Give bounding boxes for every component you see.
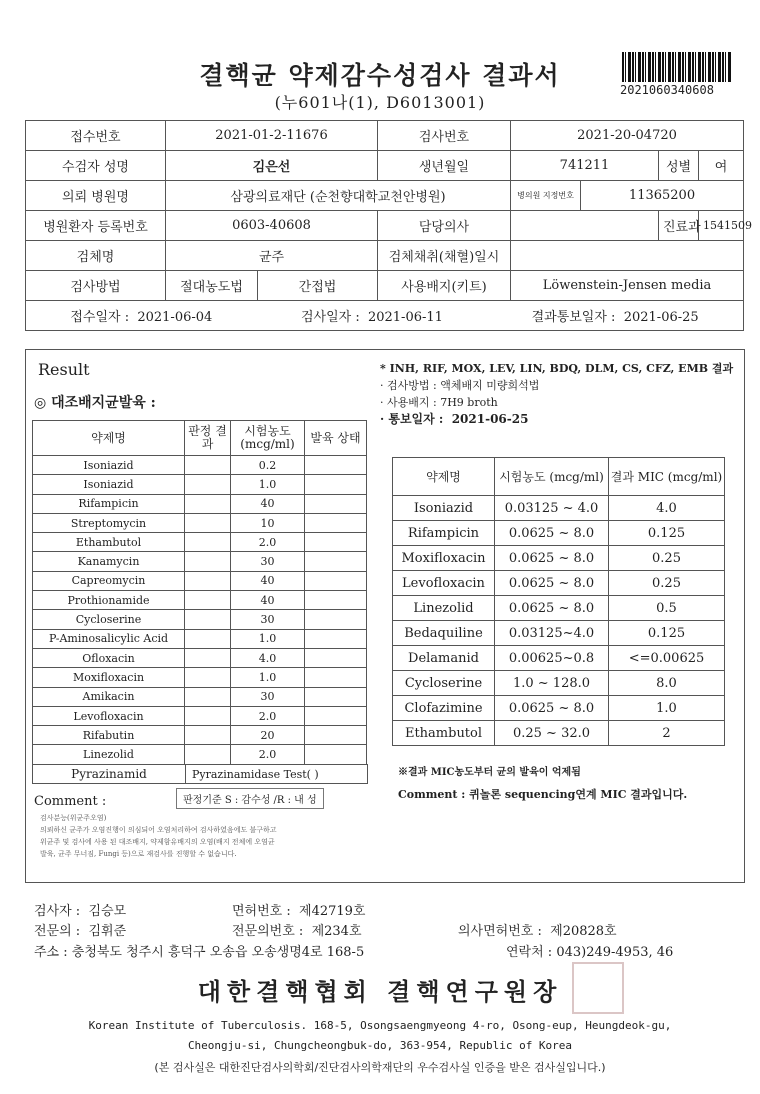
mic-drug-name: Moxifloxacin [393,546,495,571]
mic-value: 8.0 [609,671,725,696]
growth-cell [305,494,367,513]
mic-value: 1.0 [609,696,725,721]
table-row [393,596,725,621]
table-row [33,513,367,532]
judgment-cell [185,629,231,648]
table-row [393,671,725,696]
drug-name: Capreomycin [33,571,185,590]
concentration: 4.0 [231,648,305,667]
table-row [33,552,367,571]
tester-name: 김승모 [88,904,127,919]
hosp-code: 11365200 [581,181,744,211]
specialist-label: 전문의 : [34,924,81,939]
hosp-code-label: 병의원 지정번호 [511,181,581,211]
report-title: 결핵균 약제감수성검사 결과서 [199,61,561,90]
mic-range: 0.03125~4.0 [495,621,609,646]
table-row [33,706,367,725]
report-subtitle: (누601나(1), D6013001) [274,93,486,112]
table-row [33,610,367,629]
recv-date: 2021-06-04 [137,310,213,325]
contact-line: 연락처 : 043)249-4953, 46 [506,945,674,960]
mic-range: 0.0625 ~ 8.0 [495,696,609,721]
drug-name: Linezolid [33,745,185,764]
table-row [33,571,367,590]
english-address-1: Korean Institute of Tuberculosis. 168-5, Osongsaengmyeong 4-ro, Osong-eup, Heungdeok-gu, [88,1019,672,1032]
mic-drug-name: Cycloserine [393,671,495,696]
solid-medium-results-table [32,420,367,765]
mic-drug-name: Delamanid [393,646,495,671]
growth-cell [305,668,367,687]
reg-label: 병원환자 등록번호 [26,211,166,241]
method-value: 절대농도법 [166,271,258,301]
mic-range: 1.0 ~ 128.0 [495,671,609,696]
comment-label: Comment : [34,794,107,809]
judgment-cell [185,533,231,552]
mic-drug-name: Linezolid [393,596,495,621]
specialist-name: 김휘준 [88,924,127,939]
note-line: 위균주 및 검사에 사용 된 대조배지, 약제함유배지의 오염(배지 전체에 오염균 [40,838,275,846]
concentration: 2.0 [231,706,305,725]
judgment-cell [185,745,231,764]
table-row [393,721,725,746]
concentration: 0.2 [231,456,305,475]
drug-name: Ofloxacin [33,648,185,667]
mic-value: 0.25 [609,571,725,596]
table-row [33,668,367,687]
growth-cell [305,687,367,706]
tester-label: 검사자 : [34,904,81,919]
sex-label: 성별 [659,151,699,181]
mic-range: 0.03125 ~ 4.0 [495,496,609,521]
mic-drug-name: Rifampicin [393,521,495,546]
judgment-cell [185,456,231,475]
judgment-cell [185,475,231,494]
mic-drug-list: * INH, RIF, MOX, LEV, LIN, BDQ, DLM, CS, CFZ, EMB 결과 [380,362,734,375]
concentration: 1.0 [231,475,305,494]
mic-report-date: 2021-06-25 [451,412,529,426]
doctor-name [511,211,659,241]
judgment-cell [185,668,231,687]
growth-cell [305,726,367,745]
collect-value [511,241,744,271]
doc-license: 제20828호 [550,924,617,939]
concentration: 30 [231,610,305,629]
mic-value: 4.0 [609,496,725,521]
drug-name: Amikacin [33,687,185,706]
table-row [33,745,367,764]
medium-label: 사용배지(키트) [378,271,511,301]
concentration: 1.0 [231,629,305,648]
doctor-label: 담당의사 [378,211,511,241]
spec-no: 제234호 [311,924,362,939]
col-mic-drug: 약제명 [393,458,495,496]
judgment-cell [185,610,231,629]
control-growth-label: ◎ 대조배지균발육 : [34,395,156,411]
drug-name: Rifampicin [33,494,185,513]
mic-range: 0.0625 ~ 8.0 [495,571,609,596]
result-title: Result [38,360,90,379]
growth-cell [305,610,367,629]
growth-cell [305,629,367,648]
judgment-cell [185,552,231,571]
table-row [393,571,725,596]
contamination-note [40,812,370,860]
drug-name: Moxifloxacin [33,668,185,687]
concentration: 40 [231,591,305,610]
table-row [33,591,367,610]
growth-cell [305,706,367,725]
birth-label: 생년월일 [378,151,511,181]
mic-range: 0.0625 ~ 8.0 [495,521,609,546]
mic-value: 0.125 [609,521,725,546]
barcode-number: 2021060340608 [620,83,714,97]
reg-number: 0603-40608 [166,211,378,241]
judgment-cell [185,571,231,590]
recv-date-label: 접수일자 : [70,310,130,325]
specialist-line [34,920,126,939]
growth-cell [305,552,367,571]
table-row [33,456,367,475]
drug-name: Ethambutol [33,533,185,552]
table-row [393,546,725,571]
report-date: 2021-06-25 [623,310,699,325]
mic-report-label: · 통보일자 : [380,412,444,426]
drug-name: Prothionamide [33,591,185,610]
concentration: 30 [231,687,305,706]
mic-comment: Comment : 퀴놀론 sequencing연계 MIC 결과입니다. [398,788,688,801]
table-row [393,521,725,546]
drug-name: Isoniazid [33,456,185,475]
drug-name: Cycloserine [33,610,185,629]
concentration: 10 [231,513,305,532]
dept-label: 진료과 [659,211,699,241]
mic-value: <=0.00625 [609,646,725,671]
license-line [232,900,366,919]
judgment-cell [185,726,231,745]
collect-label: 검체채취(채혈)일시 [378,241,511,271]
table-row [33,648,367,667]
table-row [33,494,367,513]
doc-license-line [458,920,617,939]
col-mic-result: 결과 MIC (mcg/ml) [609,458,725,496]
growth-cell [305,648,367,667]
test-date-label: 검사일자 : [300,310,360,325]
growth-cell [305,456,367,475]
concentration: 1.0 [231,668,305,687]
mic-medium: · 사용배지 : 7H9 broth [380,396,498,409]
table-row [33,533,367,552]
test-no-label: 검사번호 [378,121,511,151]
judgment-criteria: 판정기준 S : 감수성 /R : 내 성 [176,788,324,809]
growth-cell [305,533,367,552]
report-date-label: 결과통보일자 : [531,310,616,325]
spec-no-line [232,920,362,939]
growth-cell [305,591,367,610]
mic-value: 2 [609,721,725,746]
concentration: 40 [231,571,305,590]
institution-name: 대한결핵협회 결핵연구원장 [197,977,563,1006]
table-row [33,726,367,745]
patient-label: 수검자 성명 [26,151,166,181]
mic-results-table [392,457,725,746]
birth-date: 741211 [511,151,659,181]
table-row [33,629,367,648]
barcode [622,52,732,82]
judgment-cell [185,687,231,706]
concentration: 40 [231,494,305,513]
dates-row [26,306,743,325]
col-mic-range: 시험농도 (mcg/ml) [495,458,609,496]
table-row [393,646,725,671]
receipt-no-label: 접수번호 [26,121,166,151]
note-line: 발육, 균주 무너짐, Fungi 등)으로 재검사를 진행할 수 없습니다. [40,850,237,858]
address-line: 주소 : 충청북도 청주시 흥덕구 오송읍 오송생명4로 168-5 [34,945,365,960]
table-row [393,696,725,721]
mic-drug-name: Bedaquiline [393,621,495,646]
table-row [393,621,725,646]
note-line: 검사분능(위균주오염) [40,814,107,822]
method-label: 검사방법 [26,271,166,301]
mic-drug-name: Ethambutol [393,721,495,746]
tester-line [34,900,126,919]
mic-range: 0.0625 ~ 8.0 [495,596,609,621]
specimen-value: 균주 [166,241,378,271]
col-growth: 발육 상태 [305,421,367,456]
col-drug: 약제명 [33,421,185,456]
patient-info-table [25,120,752,331]
test-no: 2021-20-04720 [511,121,744,151]
judgment-cell [185,648,231,667]
pyrazinamid-row [32,764,368,784]
growth-cell [305,513,367,532]
judgment-cell [185,513,231,532]
mic-method-notes [380,360,733,428]
mic-range: 0.0625 ~ 8.0 [495,546,609,571]
growth-cell [305,475,367,494]
mic-range: 0.25 ~ 32.0 [495,721,609,746]
judgment-cell [185,494,231,513]
certification-note: (본 검사실은 대한진단검사의학회/진단검사의학재단의 우수검사실 인증을 받은 검사실입니다.) [154,1061,606,1074]
col-judgment: 판정 결과 [185,421,231,456]
growth-cell [305,571,367,590]
mic-value: 0.125 [609,621,725,646]
mic-value: 0.25 [609,546,725,571]
judgment-cell [185,706,231,725]
drug-name: Streptomycin [33,513,185,532]
doc-license-label: 의사면허번호 : [458,924,542,939]
test-date: 2021-06-11 [367,310,443,325]
specimen-label: 검체명 [26,241,166,271]
drug-name: Kanamycin [33,552,185,571]
patient-name: 김은선 [166,151,378,181]
sex-value: 여 [699,151,744,181]
drug-name: Isoniazid [33,475,185,494]
concentration: 2.0 [231,533,305,552]
judgment-cell [185,591,231,610]
receipt-no: 2021-01-2-11676 [166,121,378,151]
mic-drug-name: Levofloxacin [393,571,495,596]
hospital-name: 삼광의료재단 (순천향대학교천안병원) [166,181,511,211]
growth-cell [305,745,367,764]
mic-footnote: ※결과 MIC농도부터 균의 발육이 억제됨 [398,767,581,778]
license-label: 면허번호 : [232,904,291,919]
drug-name: P-Aminosalicylic Acid [33,629,185,648]
mic-range: 0.00625~0.8 [495,646,609,671]
table-row [393,496,725,521]
license-number: 제42719호 [299,904,366,919]
concentration: 30 [231,552,305,571]
mic-method: · 검사방법 : 액체배지 미량희석법 [380,379,540,392]
medium-value: Löwenstein-Jensen media [511,271,744,301]
spec-no-label: 전문의번호 : [232,924,304,939]
mic-drug-name: Isoniazid [393,496,495,521]
drug-name: Levofloxacin [33,706,185,725]
pza-label: Pyrazinamid [33,765,186,783]
concentration: 20 [231,726,305,745]
drug-name: Rifabutin [33,726,185,745]
note-line: 의뢰하신 균주가 오염진행이 의심되어 오염처리하여 검사하였음에도 불구하고 [40,826,277,834]
mic-drug-name: Clofazimine [393,696,495,721]
table-row [33,475,367,494]
pza-test: Pyrazinamidase Test( ) [192,767,319,781]
col-concentration: 시험농도 (mcg/ml) [231,421,305,456]
hospital-label: 의뢰 병원명 [26,181,166,211]
english-address-2: Cheongju-si, Chungcheongbuk-do, 363-954, Republic of Korea [187,1039,573,1052]
table-row [33,687,367,706]
method2-value: 간접법 [258,271,378,301]
dept-value: 1541509 [699,211,744,241]
mic-value: 0.5 [609,596,725,621]
concentration: 2.0 [231,745,305,764]
